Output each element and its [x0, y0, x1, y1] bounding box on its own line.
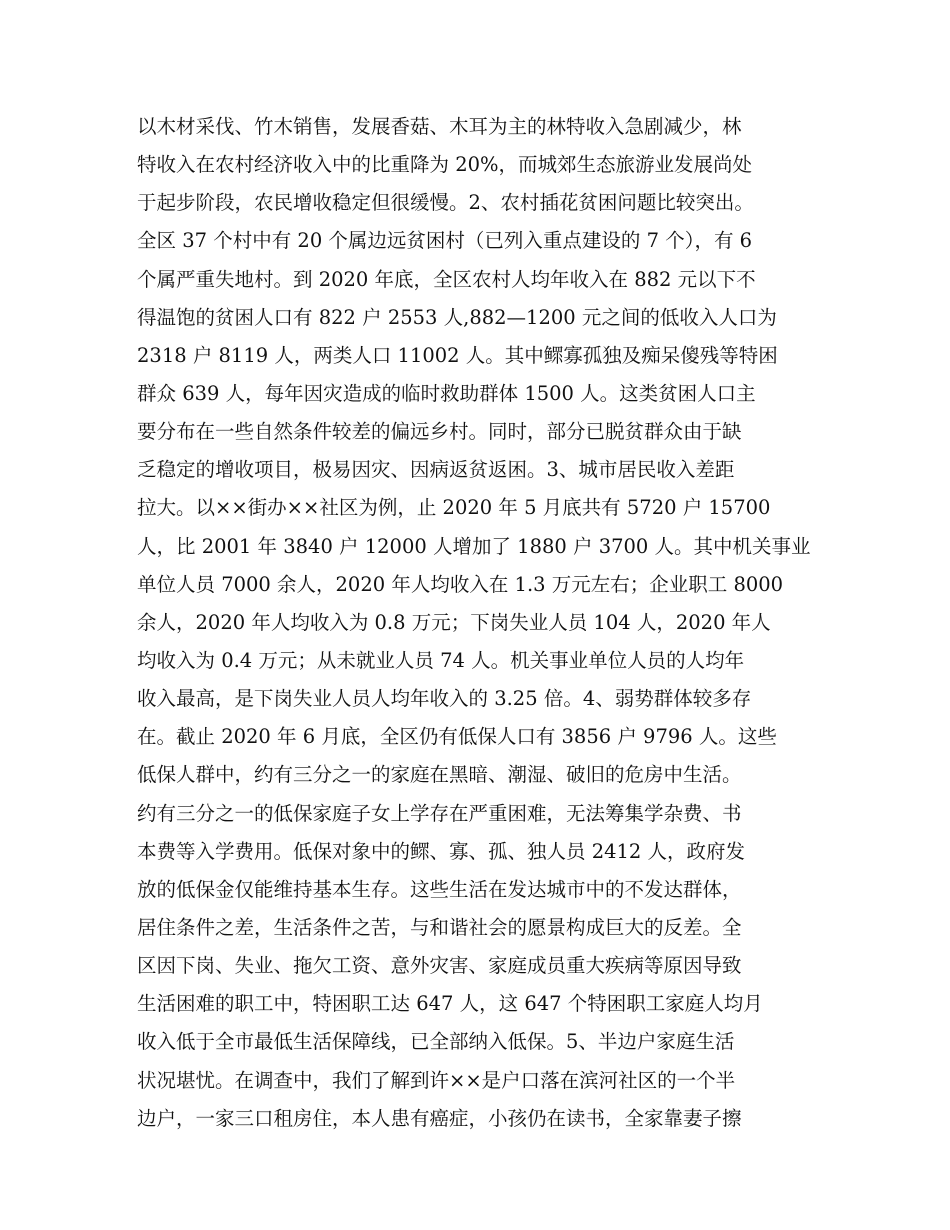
- text-line: 居住条件之差，生活条件之苦，与和谐社会的愿景构成巨大的反差。全: [137, 915, 742, 939]
- text-line: 于起步阶段，农民增收稳定但很缓慢。2、农村插花贫困问题比较突出。: [137, 191, 754, 215]
- text-line: 边户，一家三口租房住，本人患有癌症，小孩仍在读书，全家靠妻子擦: [137, 1106, 742, 1130]
- text-line: 低保人群中，约有三分之一的家庭在黑暗、潮湿、破旧的危房中生活。: [137, 763, 742, 787]
- text-line: 状况堪忧。在调查中，我们了解到许××是户口落在滨河社区的一个半: [137, 1068, 736, 1092]
- text-line: 单位人员 7000 余人，2020 年人均收入在 1.3 万元左右；企业职工 8000: [137, 572, 784, 596]
- text-line: 全区 37 个村中有 20 个属边远贫困村（已列入重点建设的 7 个），有 6: [137, 229, 753, 253]
- text-line: 均收入为 0.4 万元；从未就业人员 74 人。机关事业单位人员的人均年: [137, 648, 745, 672]
- text-line: 拉大。以××街办××社区为例，止 2020 年 5 月底共有 5720 户 15700: [137, 496, 771, 520]
- text-line: 区因下岗、失业、拖欠工资、意外灾害、家庭成员重大疾病等原因导致: [137, 954, 742, 978]
- text-line: 得温饱的贫困人口有 822 户 2553 人,882—1200 元之间的低收入人口为: [137, 305, 777, 329]
- text-line: 放的低保金仅能维持基本生存。这些生活在发达城市中的不发达群体，: [137, 877, 742, 901]
- text-line: 收入低于全市最低生活保障线，已全部纳入低保。5、半边户家庭生活: [137, 1030, 735, 1054]
- text-line: 在。截止 2020 年 6 月底，全区仍有低保人口有 3856 户 9796 人。这些: [137, 725, 777, 749]
- text-line: 2318 户 8119 人，两类人口 11002 人。其中鳏寡孤独及痴呆傻残等特困: [137, 343, 778, 367]
- text-line: 群众 639 人，每年因灾造成的临时救助群体 1500 人。这类贫困人口主: [137, 381, 756, 405]
- text-line: 个属严重失地村。到 2020 年底，全区农村人均年收入在 882 元以下不: [137, 267, 756, 291]
- text-line: 余人，2020 年人均收入为 0.8 万元；下岗失业人员 104 人，2020 年人: [137, 610, 771, 634]
- body-paragraph: [137, 108, 827, 1138]
- text-line: 要分布在一些自然条件较差的偏远乡村。同时，部分已脱贫群众由于缺: [137, 420, 742, 444]
- text-line: 以木材采伐、竹木销售，发展香菇、木耳为主的林特收入急剧减少，林: [137, 115, 742, 138]
- text-line: 约有三分之一的低保家庭子女上学存在严重困难，无法筹集学杂费、书: [137, 801, 742, 825]
- text-line: 乏稳定的增收项目，极易因灾、因病返贫返困。3、城市居民收入差距: [137, 458, 735, 482]
- text-line: 收入最高，是下岗失业人员人均年收入的 3.25 倍。4、弱势群体较多存: [137, 687, 752, 711]
- text-line: 特收入在农村经济收入中的比重降为 20%，而城郊生态旅游业发展尚处: [137, 153, 753, 177]
- text-line: 本费等入学费用。低保对象中的鳏、寡、孤、独人员 2412 人，政府发: [137, 839, 746, 863]
- text-line: 生活困难的职工中，特困职工达 647 人，这 647 个特困职工家庭人均月: [137, 992, 763, 1016]
- text-line: 人，比 2001 年 3840 户 12000 人增加了 1880 户 3700 人。其中机关事业: [137, 534, 811, 558]
